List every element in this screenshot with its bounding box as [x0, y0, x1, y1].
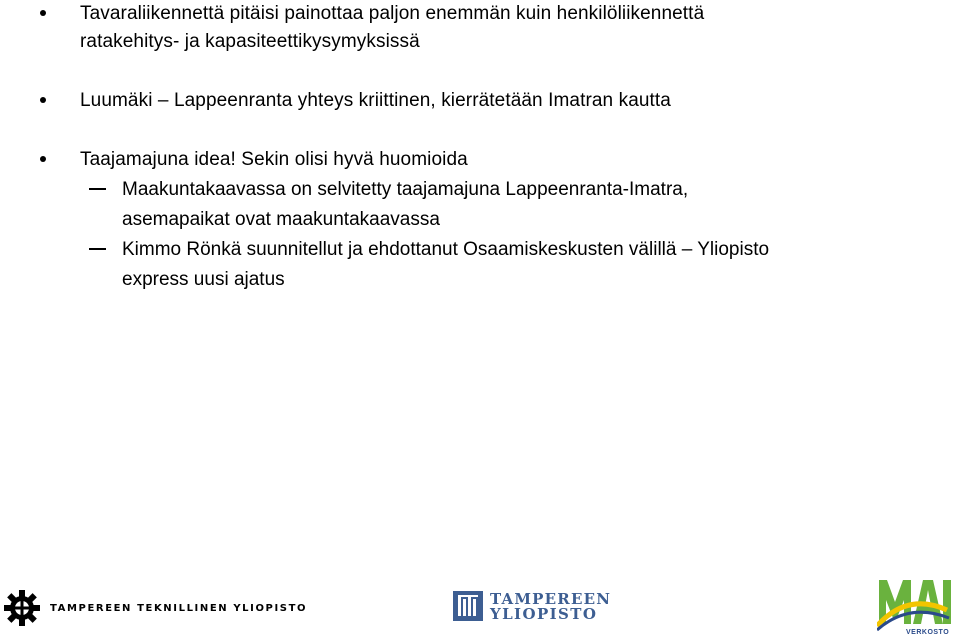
bullet-text: Tavaraliikennettä pitäisi painottaa paljon enemmän kuin henkilöliikennettä	[80, 3, 705, 24]
bullet-text: Taajamajuna idea! Sekin olisi hyvä huomioida	[80, 149, 468, 170]
tty-gear-icon	[2, 588, 42, 628]
tay-logo-line1: TAMPEREEN	[490, 590, 612, 608]
tay-logo-line2: YLIOPISTO	[490, 605, 598, 623]
sub-bullet-text: Kimmo Rönkä suunnitellut ja ehdottanut Osaamiskeskusten välillä – Yliopisto	[122, 239, 770, 260]
bullet-dot	[40, 97, 46, 103]
sub-bullet-text-continuation: asemapaikat ovat maakuntakaavassa	[122, 209, 440, 230]
bullet-text-continuation: ratakehitys- ja kapasiteettikysymyksissä	[80, 31, 420, 52]
sub-bullet-text: Maakuntakaavassa on selvitetty taajamajuna Lappeenranta-Imatra,	[122, 179, 689, 200]
mal-logo-text: VERKOSTO	[906, 629, 950, 636]
bullet-text: Luumäki – Lappeenranta yhteys kriittinen, kierrätetään Imatran kautta	[80, 90, 671, 111]
tay-emblem-icon	[453, 591, 483, 621]
bullet-dot	[40, 10, 46, 16]
tty-logo-text: TAMPEREEN TEKNILLINEN YLIOPISTO	[50, 603, 308, 614]
mal-logo-icon	[877, 574, 957, 632]
bullet-dot	[40, 156, 46, 162]
sub-bullet-text-continuation: express uusi ajatus	[122, 269, 285, 290]
sub-bullet-dash	[89, 248, 106, 250]
sub-bullet-dash	[89, 188, 106, 190]
